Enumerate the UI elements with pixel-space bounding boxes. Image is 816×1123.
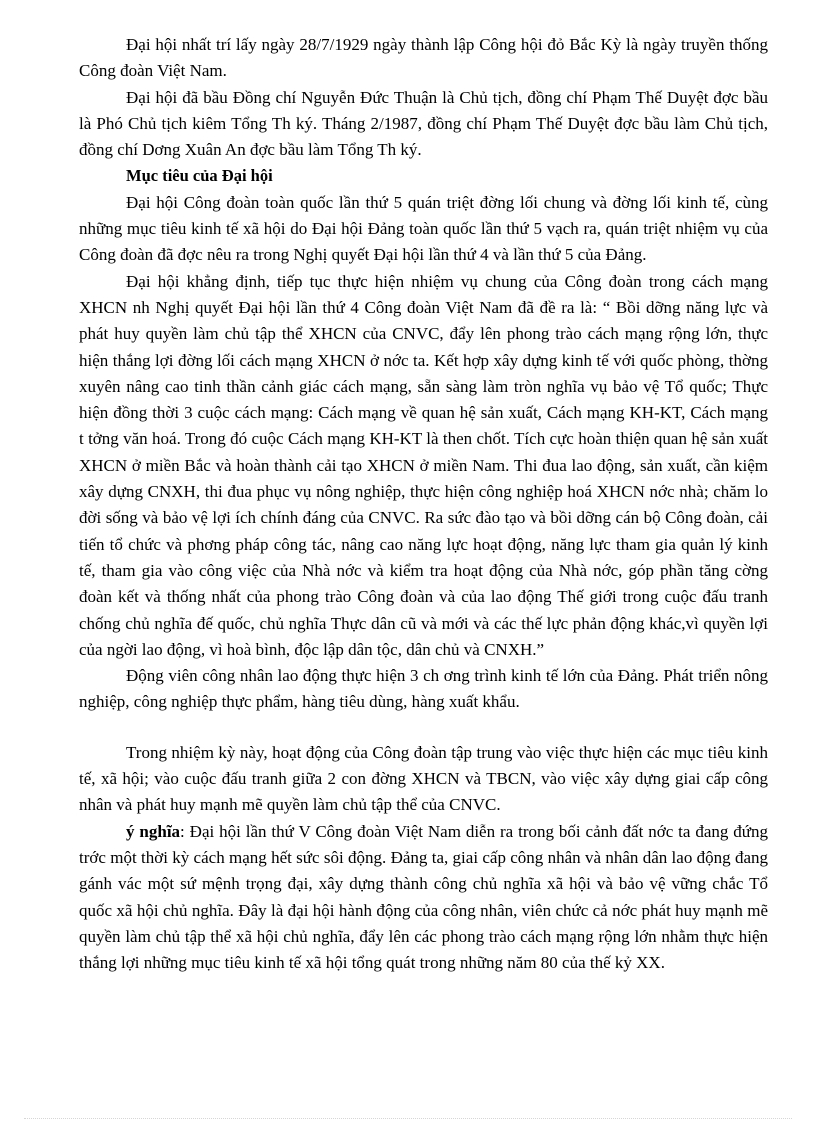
paragraph-tasks: Đại hội khẳng định, tiếp tục thực hiện nhiệm vụ chung của Công đoàn trong cách mạng XHCN nh Nghị quyết Đại hội lần thứ 4 Công đoàn Việt Nam đã đề ra là: “ Bồi dỡng năng lực và phát huy quyền làm chủ tập thể XHCN của CNVC, đẩy lên phong trào cách mạng rộng lớn, thực hiện thắng lợi đờng lối cách mạng XHCN ở nớc ta. Kết hợp xây dựng kinh tế với quốc phòng, thờng xuyên nâng cao tinh thần cảnh giác cách mạng, sẵn sàng làm tròn nghĩa vụ bảo vệ Tổ quốc; Thực hiện đồng thời 3 cuộc cách mạng: Cách mạng về quan hệ sản xuất, Cách mạng KH-KT, Cách mạng t tởng văn hoá. Trong đó cuộc Cách mạng KH-KT là then chốt. Tích cực hoàn thiện quan hệ sản xuất XHCN ở miền Bắc và hoàn thành cải tạo XHCN ở miền Nam. Thi đua lao động, sản xuất, cần kiệm xây dựng CNXH, thi đua phục vụ nông nghiệp, thực hiện công nghiệp hoá XHCN nớc nhà; chăm lo đời sống và bảo vệ lợi ích chính đáng của CNVC. Ra sức đào tạo và bồi dỡng cán bộ Công đoàn, cải tiến tổ chức và phơng pháp công tác, nâng cao năng lực hoạt động, năng lực tham gia quản lý kinh tế, tham gia vào công việc của Nhà nớc và kiểm tra hoạt động của Nhà nớc, góp phần tăng cờng đoàn kết và thống nhất của phong trào Công đoàn và của lao động Thế giới trong cuộc đấu tranh chống chủ nghĩa đế quốc, chủ nghĩa Thực dân cũ và mới và các thế lực phản động khác,vì quyền lợi của ngời lao động, vì hoà bình, độc lập dân tộc, dân chủ và CNXH.” — [79, 271, 768, 659]
paragraph-economic-programs: Động viên công nhân lao động thực hiện 3 ch ơng trình kinh tế lớn của Đảng. Phát triển nông nghiệp, công nghiệp thực phẩm, hàng tiêu dùng, hàng xuất khẩu. — [79, 666, 768, 712]
paragraph-tradition-day: Đại hội nhất trí lấy ngày 28/7/1929 ngày thành lập Công hội đỏ Bắc Kỳ là ngày truyền thống Công đoàn Việt Nam. — [79, 35, 768, 81]
section-heading-objectives: Mục tiêu của Đại hội — [126, 166, 273, 186]
document-page — [79, 32, 768, 976]
significance-label: ý nghĩa — [126, 821, 181, 841]
paragraph-term-activities: Trong nhiệm kỳ này, hoạt động của Công đoàn tập trung vào việc thực hiện các mục tiêu kinh tế, xã hội; vào cuộc đấu tranh giữa 2 con đờng XHCN và TBCN, vào việc xây dựng giai cấp công nhân và phát huy mạnh mẽ quyền làm chủ tập thể của CNVC. — [79, 742, 768, 815]
significance-text: : Đại hội lần thứ V Công đoàn Việt Nam diễn ra trong bối cảnh đất nớc ta đang đứng trớc một thời kỳ cách mạng hết sức sôi động. Đảng ta, giai cấp công nhân và nhân dân lao động đang gánh vác một sứ mệnh trọng đại, xây dựng thành công chủ nghĩa xã hội và bảo vệ vững chắc Tổ quốc xã hội chủ nghĩa. Đây là đại hội hành động của công nhân, viên chức cả nớc phát huy mạnh mẽ quyền làm chủ tập thể xã hội chủ nghĩa, đẩy lên các phong trào cách mạng rộng lớn nhằm thực hiện thắng lợi những mục tiêu kinh tế xã hội tổng quát trong những năm 80 của thế kỷ XX. — [79, 821, 768, 973]
paragraph-election: Đại hội đã bầu Đồng chí Nguyễn Đức Thuận là Chủ tịch, đồng chí Phạm Thế Duyệt đợc bầu là Phó Chủ tịch kiêm Tổng Th ký. Tháng 2/1987, đồng chí Phạm Thế Duyệt đợc bầu làm Chủ tịch, đồng chí Dơng Xuân An đợc bầu làm Tổng Th ký. — [79, 87, 768, 160]
paragraph-objectives: Đại hội Công đoàn toàn quốc lần thứ 5 quán triệt đờng lối chung và đờng lối kinh tế, cùng những mục tiêu kinh tế xã hội do Đại hội Đảng toàn quốc lần thứ 5 vạch ra, quán triệt nhiệm vụ của Công đoàn đã đợc nêu ra trong Nghị quyết Đại hội lần thứ 4 và lần thứ 5 của Đảng. — [79, 192, 768, 265]
page-bottom-border — [24, 1118, 792, 1119]
paragraph-significance — [79, 819, 768, 977]
